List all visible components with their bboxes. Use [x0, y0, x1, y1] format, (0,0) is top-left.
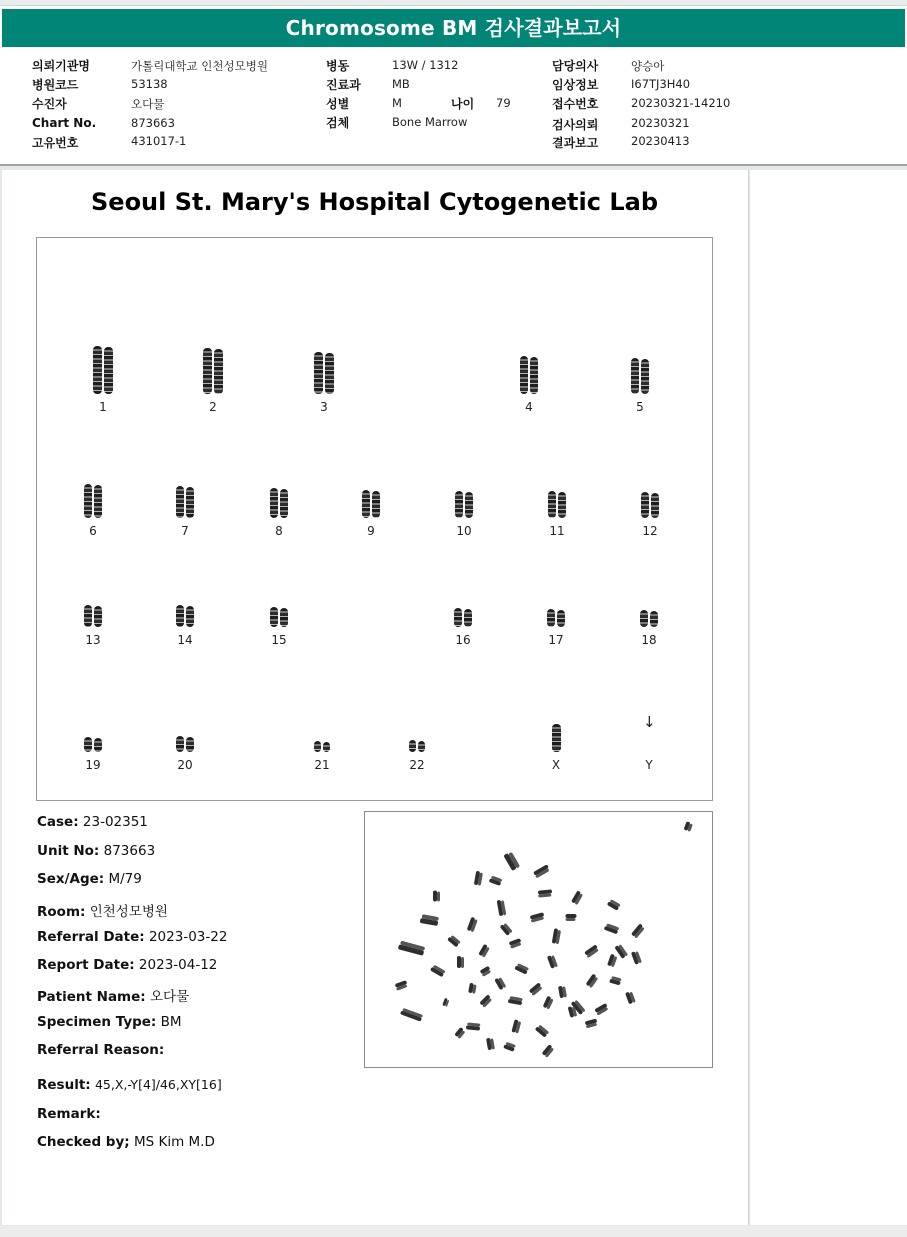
dept-value: MB — [392, 77, 410, 91]
chromosome-label-6: 6 — [89, 524, 97, 538]
referral-date-value: 2023-03-22 — [148, 929, 228, 945]
chromosome-14 — [160, 605, 210, 627]
chromosome-15 — [254, 607, 304, 627]
bottom-strip — [0, 1226, 907, 1237]
chromosome-label-13: 13 — [85, 633, 101, 647]
result-label: Result: — [37, 1077, 91, 1093]
chromosome-label-2: 2 — [209, 400, 217, 414]
unit-value: 873663 — [103, 843, 156, 859]
report-date-row — [37, 957, 217, 973]
doctor-value: 양승아 — [631, 59, 665, 73]
metaphase-spread — [365, 812, 712, 1067]
unit-label: Unit No: — [37, 843, 100, 859]
lab-title: Seoul St. Mary's Hospital Cytogenetic Lab — [91, 188, 658, 216]
chromosome-label-8: 8 — [275, 524, 283, 538]
chromosome-label-22: 22 — [409, 758, 425, 772]
chromosome-label-14: 14 — [177, 633, 193, 647]
chromosome-label-19: 19 — [85, 758, 101, 772]
patient-value: 오다물 — [131, 97, 165, 111]
metaphase-chromatid — [461, 957, 464, 968]
chromosome-X — [531, 724, 581, 752]
sexage-row — [37, 871, 142, 887]
unit-row — [37, 843, 155, 859]
chromosome-label-Y: Y — [645, 758, 653, 772]
chromosome-label-18: 18 — [641, 633, 657, 647]
metaphase-chromosome — [457, 956, 461, 968]
room-row — [37, 900, 168, 920]
room-value: 인천성모병원 — [89, 904, 168, 920]
clinical-info-label: 임상정보 — [552, 78, 599, 92]
referral-date-label: Referral Date: — [37, 929, 145, 945]
hospital-code-value: 53138 — [131, 77, 168, 91]
request-date-value: 20230321 — [631, 116, 690, 130]
chromosome-label-3: 3 — [320, 400, 328, 414]
chart-no-label: Chart No. — [32, 116, 97, 130]
chromosome-8 — [254, 488, 304, 518]
chromosome-7 — [160, 486, 210, 518]
chromosome-label-15: 15 — [271, 633, 287, 647]
chromosome-label-5: 5 — [636, 400, 644, 414]
age-value: 79 — [496, 96, 511, 110]
referral-date-row — [37, 929, 227, 945]
chromosome-label-20: 20 — [177, 758, 193, 772]
specimen-label: 검체 — [326, 116, 350, 130]
chromosome-4 — [504, 356, 554, 394]
chromosome-22 — [392, 740, 442, 752]
chromosome-label-4: 4 — [525, 400, 533, 414]
hospital-code-label: 병원코드 — [32, 78, 79, 92]
metaphase-chromosome — [566, 914, 577, 918]
chromosome-label-16: 16 — [455, 633, 471, 647]
specimen-value: Bone Marrow — [392, 115, 468, 129]
chromosome-label-12: 12 — [642, 524, 658, 538]
checked-value: MS Kim M.D — [133, 1134, 215, 1150]
chromosome-10 — [439, 491, 489, 518]
report-title: Chromosome BM 검사결과보고서 — [2, 9, 905, 47]
ward-value: 13W / 1312 — [392, 58, 459, 72]
metaphase-chromatid — [566, 918, 576, 921]
chromosome-1 — [78, 346, 128, 394]
case-label: Case: — [37, 814, 79, 830]
clinical-info-value: I67TJ3H40 — [631, 77, 691, 91]
chromosome-11 — [532, 491, 582, 518]
top-border — [0, 0, 907, 6]
receipt-no-value: 20230321-14210 — [631, 96, 731, 110]
chromosome-3 — [299, 352, 349, 394]
specimen-type-label: Specimen Type: — [37, 1014, 157, 1030]
checked-row — [37, 1134, 215, 1150]
chromosome-6 — [68, 484, 118, 518]
chromosome-label-7: 7 — [181, 524, 189, 538]
chromosome-label-10: 10 — [456, 524, 472, 538]
remark-row — [37, 1106, 101, 1122]
specimen-type-value: BM — [160, 1014, 182, 1030]
result-report-value: 20230413 — [631, 134, 690, 148]
chromosome-21 — [297, 741, 347, 752]
chromosome-label-1: 1 — [99, 400, 107, 414]
result-value: 45,X,-Y[4]/46,XY[16] — [94, 1077, 222, 1092]
report-date-label: Report Date: — [37, 957, 135, 973]
institution-value: 가톨릭대학교 인천성모병원 — [131, 59, 268, 73]
chromosome-20 — [160, 736, 210, 752]
report-date-value: 2023-04-12 — [138, 957, 218, 973]
result-row — [37, 1077, 222, 1093]
chromosome-19 — [68, 737, 118, 752]
referral-reason-label: Referral Reason: — [37, 1042, 165, 1058]
unique-no-label: 고유번호 — [32, 136, 79, 150]
sex-label: 성별 — [326, 97, 350, 111]
metaphase-chromosome — [433, 891, 437, 902]
patient-info-block — [0, 56, 907, 162]
checked-label: Checked by; — [37, 1134, 130, 1150]
sexage-value: M/79 — [108, 871, 142, 887]
result-report-label: 결과보고 — [552, 136, 599, 150]
chromosome-label-21: 21 — [314, 758, 330, 772]
chromosome-2 — [188, 348, 238, 394]
chromosome-label-17: 17 — [548, 633, 564, 647]
chromosome-16 — [438, 608, 488, 627]
case-value: 23-02351 — [82, 814, 148, 830]
chromosome-9 — [346, 490, 396, 518]
request-date-label: 검사의뢰 — [552, 118, 599, 132]
patient-name-value: 오다물 — [149, 989, 190, 1005]
chromosome-18 — [624, 610, 674, 627]
ward-label: 병동 — [326, 59, 350, 73]
karyogram-panel — [36, 237, 713, 801]
unique-no-value: 431017-1 — [131, 134, 187, 148]
age-label: 나이 — [451, 97, 475, 111]
right-margin — [750, 170, 907, 1225]
chromosome-17 — [531, 609, 581, 627]
chart-no-value: 873663 — [131, 116, 175, 130]
case-row — [37, 814, 148, 830]
receipt-no-label: 접수번호 — [552, 97, 599, 111]
sexage-label: Sex/Age: — [37, 871, 105, 887]
chromosome-5 — [615, 358, 665, 394]
chromosome-12 — [625, 492, 675, 518]
referral-reason-row — [37, 1042, 164, 1058]
arrow-down-icon: ↓ — [643, 713, 656, 731]
patient-label: 수진자 — [32, 97, 67, 111]
specimen-type-row — [37, 1014, 182, 1030]
remark-label: Remark: — [37, 1106, 101, 1122]
metaphase-chromatid — [437, 892, 440, 902]
room-label: Room: — [37, 904, 86, 920]
metaphase-image — [364, 811, 713, 1068]
chromosome-label-11: 11 — [549, 524, 565, 538]
dept-label: 진료과 — [326, 78, 361, 92]
chromosome-label-X: X — [551, 758, 561, 772]
institution-label: 의뢰기관명 — [32, 59, 90, 73]
chromosome-13 — [68, 605, 118, 627]
patient-name-row — [37, 985, 189, 1005]
doctor-label: 담당의사 — [552, 59, 599, 73]
sex-value: M — [392, 96, 402, 110]
chromosome-label-9: 9 — [367, 524, 375, 538]
patient-name-label: Patient Name: — [37, 989, 146, 1005]
